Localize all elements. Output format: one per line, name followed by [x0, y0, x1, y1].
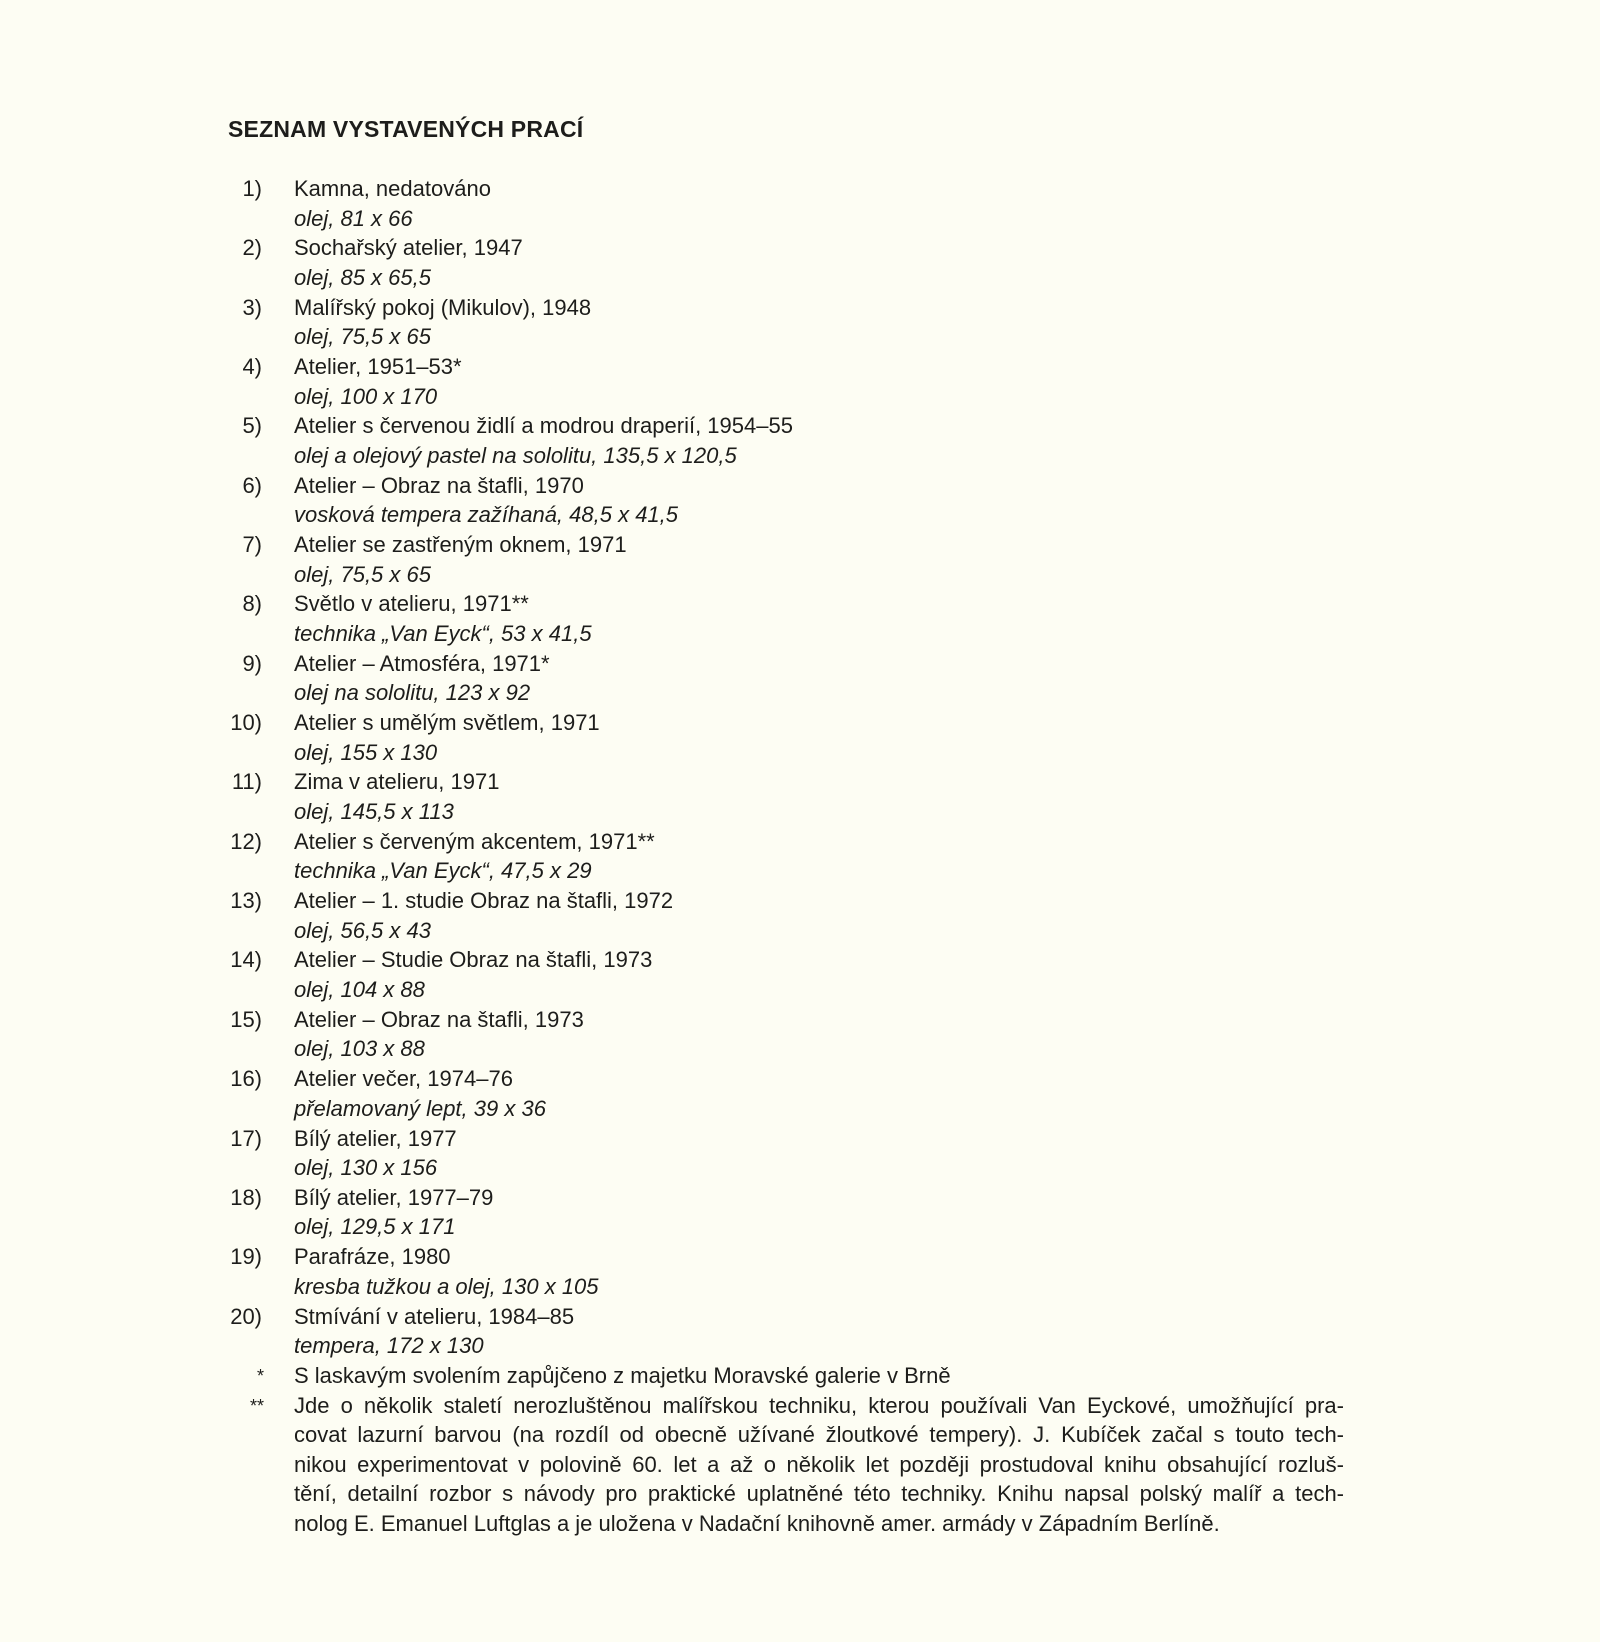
list-item: [0, 589, 1600, 648]
entry-title: Atelier s umělým světlem, 1971: [294, 710, 600, 736]
footnote-mark: *: [256, 1366, 264, 1386]
entry-technique: přelamovaný lept, 39 x 36: [294, 1095, 546, 1121]
entry-title: Zima v atelieru, 1971: [294, 769, 500, 795]
entry-technique: olej, 81 x 66: [294, 205, 413, 231]
entry-number: 8): [242, 591, 262, 617]
entry-title: Kamna, nedatováno: [294, 176, 491, 201]
entry-technique: olej, 155 x 130: [294, 739, 438, 765]
entry-number: 17): [230, 1125, 262, 1151]
entry-technique: tempera, 172 x 130: [294, 1333, 484, 1359]
entry-number: 14): [230, 947, 262, 973]
entry-number: 13): [230, 888, 262, 914]
entry-technique: olej, 85 x 65,5: [294, 264, 431, 290]
entry-title: Atelier – Atmosféra, 1971*: [294, 650, 550, 676]
footnote-double-asterisk: [0, 1391, 1600, 1539]
entry-technique: olej, 100 x 170: [294, 383, 438, 409]
list-item: [0, 1124, 1600, 1183]
entry-title: Parafráze, 1980: [294, 1244, 451, 1270]
entry-technique: olej a olejový pastel na sololitu, 135,5 x 120,5: [294, 442, 737, 468]
entry-title: Atelier – Obraz na štafli, 1970: [294, 472, 584, 498]
entry-title: Bílý atelier, 1977: [294, 1125, 457, 1151]
list-item: [0, 1005, 1600, 1064]
entry-number: 16): [230, 1066, 262, 1092]
entry-number: 4): [242, 354, 262, 380]
entry-number: 10): [230, 710, 262, 736]
page-title: SEZNAM VYSTAVENÝCH PRACÍ: [228, 116, 584, 142]
entry-technique: olej, 103 x 88: [294, 1036, 425, 1062]
entry-number: 2): [242, 235, 262, 261]
list-item: [0, 1064, 1600, 1123]
entry-title: Atelier s červeným akcentem, 1971**: [294, 828, 655, 854]
footnote-line: nikou experimentovat v polovině 60. let a až o několik let později prostudoval knihu obsahující rozluš-: [294, 1451, 1344, 1477]
entry-technique: vosková tempera zažíhaná, 48,5 x 41,5: [294, 502, 679, 528]
footnote-text: [294, 1361, 1344, 1391]
footnote-line: Jde o několik staletí nerozluštěnou malířskou techniku, kterou používali Van Eyckové, umožňující pra-: [294, 1392, 1344, 1418]
entry-title: Malířský pokoj (Mikulov), 1948: [294, 294, 592, 320]
entry-number: 20): [230, 1303, 262, 1329]
entry-number: 15): [230, 1006, 262, 1032]
entry-technique: olej, 129,5 x 171: [294, 1214, 456, 1240]
entry-title: Atelier s červenou židlí a modrou draperií, 1954–55: [294, 413, 793, 439]
entry-technique: technika „Van Eyck“, 53 x 41,5: [294, 620, 592, 646]
entry-title: Atelier – Obraz na štafli, 1973: [294, 1006, 584, 1032]
entry-number: 19): [230, 1244, 262, 1270]
list-item: [0, 1302, 1600, 1361]
list-item: [0, 649, 1600, 708]
entry-number: 18): [230, 1184, 262, 1210]
list-item: [0, 471, 1600, 530]
list-item: [0, 233, 1600, 292]
entry-technique: olej, 104 x 88: [294, 976, 425, 1002]
entry-title: Sochařský atelier, 1947: [294, 235, 523, 261]
entry-title: Atelier – Studie Obraz na štafli, 1973: [294, 947, 653, 973]
entry-technique: kresba tužkou a olej, 130 x 105: [294, 1273, 599, 1299]
entry-number: 11): [231, 769, 262, 795]
entry-title: Atelier večer, 1974–76: [294, 1066, 513, 1092]
list-item: [0, 827, 1600, 886]
entry-number: 7): [242, 532, 262, 558]
entry-number: 5): [242, 413, 262, 439]
footnote-line: S laskavým svolením zapůjčeno z majetku Moravské galerie v Brně: [294, 1363, 951, 1388]
entry-number: 12): [230, 828, 262, 854]
list-item: [0, 293, 1600, 352]
entry-technique: olej, 56,5 x 43: [294, 917, 431, 943]
list-item: [0, 708, 1600, 767]
entry-title: Světlo v atelieru, 1971**: [294, 591, 529, 617]
entry-technique: olej, 145,5 x 113: [294, 798, 454, 824]
entry-number: 1): [242, 176, 262, 201]
footnote-text: [294, 1391, 1344, 1539]
list-item: [0, 352, 1600, 411]
entry-number: 3): [242, 294, 262, 320]
list-item: [0, 530, 1600, 589]
footnote-line: nolog E. Emanuel Luftglas a je uložena v Nadační knihovně amer. armády v Západním Berlíně.: [294, 1510, 1220, 1536]
entry-title: Stmívání v atelieru, 1984–85: [294, 1303, 575, 1329]
footnote-line: tění, detailní rozbor s návody pro praktické uplatněné této techniky. Knihu napsal polský malíř a tech-: [294, 1481, 1344, 1507]
entry-number: 6): [242, 472, 262, 498]
list-item: [0, 886, 1600, 945]
entry-title: Atelier, 1951–53*: [294, 354, 462, 380]
list-item: [0, 1183, 1600, 1242]
list-item: [0, 1242, 1600, 1301]
entry-title: Atelier se zastřeným oknem, 1971: [294, 532, 627, 558]
entry-number: 9): [242, 650, 262, 676]
entry-technique: olej, 75,5 x 65: [294, 561, 431, 587]
footnotes: [0, 1361, 1600, 1539]
entry-title: Atelier – 1. studie Obraz na štafli, 1972: [294, 888, 674, 914]
footnote-single-asterisk: [0, 1361, 1600, 1391]
footnote-mark: **: [249, 1395, 264, 1416]
list-item: [0, 411, 1600, 470]
entry-title: Bílý atelier, 1977–79: [294, 1184, 494, 1210]
entry-technique: olej na sololitu, 123 x 92: [294, 680, 531, 706]
entry-technique: olej, 75,5 x 65: [294, 324, 431, 350]
list-item: [0, 174, 1600, 233]
list-item: [0, 767, 1600, 826]
list-item: [0, 945, 1600, 1004]
entry-technique: technika „Van Eyck“, 47,5 x 29: [294, 858, 592, 884]
entry-technique: olej, 130 x 156: [294, 1155, 438, 1180]
footnote-line: covat lazurní barvou (na rozdíl od obecně užívané žloutkové tempery). J. Kubíček začal s touto tech-: [294, 1422, 1344, 1448]
works-list: [0, 174, 1600, 1361]
